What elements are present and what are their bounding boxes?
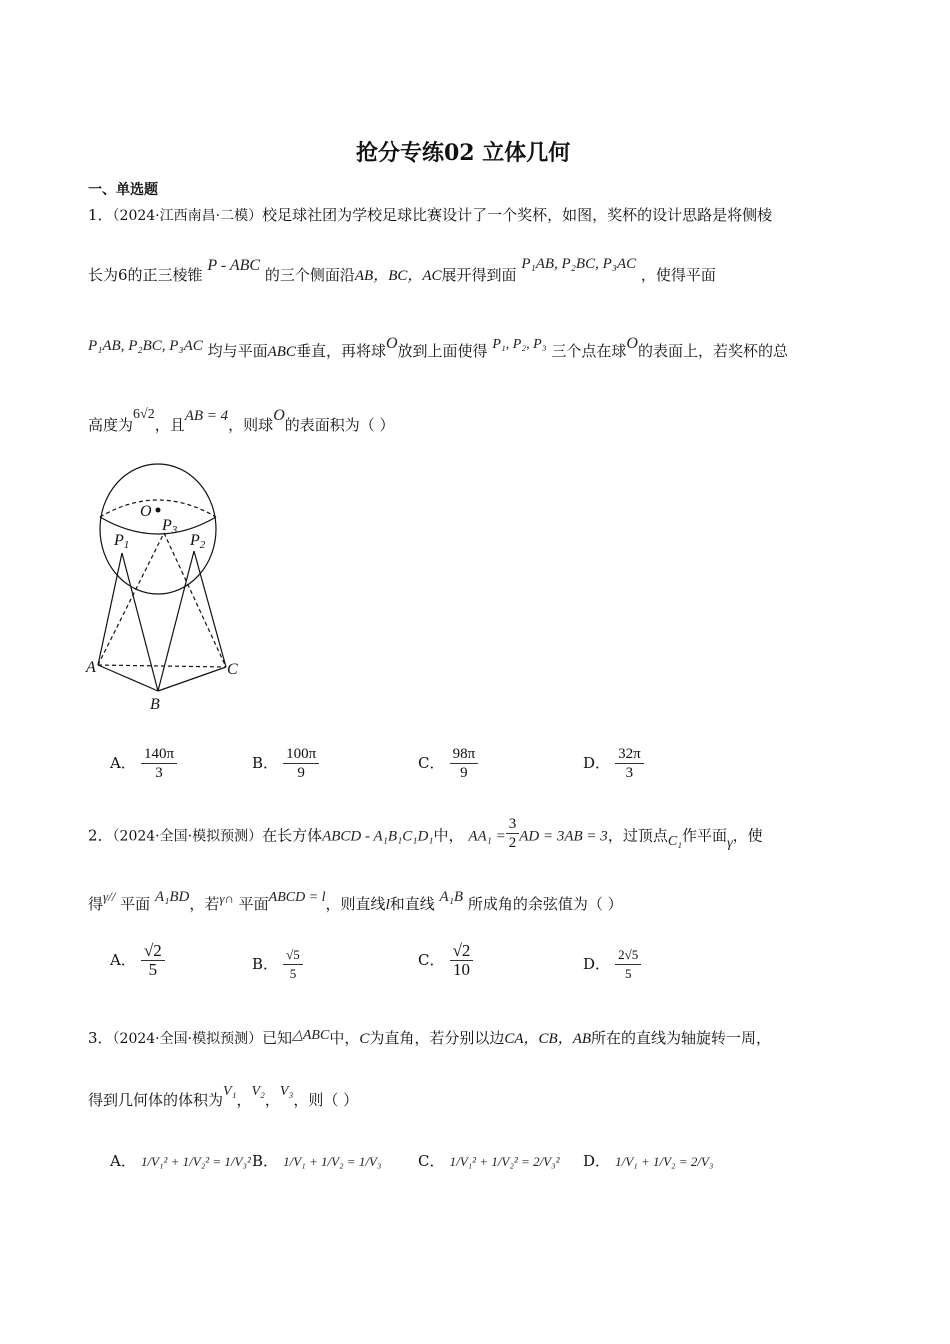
option-fraction	[450, 942, 474, 979]
height-value: 6√2	[133, 407, 155, 422]
q2-option-d[interactable]	[583, 946, 641, 983]
q3-text-2a: 得到几何体的体积为	[88, 1091, 224, 1109]
q3-option-b[interactable]	[252, 1150, 381, 1171]
option-expr: 1/V₁ + 1/V₂ = 2/V₃	[615, 1154, 714, 1169]
option-expr: 1/V₁ + 1/V₂ = 1/V₃	[283, 1154, 382, 1169]
c1-label: C₁	[667, 833, 683, 849]
option-fraction	[283, 946, 303, 983]
q1-text-2d: ，使得平面	[640, 266, 716, 284]
q3-number: 3．	[88, 1029, 113, 1047]
comma-1: ，	[236, 1091, 252, 1109]
eq-frac-den: 2	[508, 835, 517, 851]
frac-num: 98π	[450, 745, 479, 764]
q2-text-1d: 作平面	[682, 826, 728, 845]
label-p1-main: P	[114, 532, 124, 549]
option-label: D．	[583, 955, 611, 973]
sphere-o-3: O	[273, 407, 285, 424]
option-label: C．	[418, 754, 445, 772]
faces-label: P₁AB, P₂BC, P₃AC	[521, 256, 637, 272]
edges-label: AB，BC，AC	[354, 268, 442, 284]
triangle-label: △ABC	[292, 1028, 330, 1043]
plane-abcd: ABCD = l	[268, 890, 326, 905]
q2-text-1c: ，过顶点	[607, 826, 668, 845]
q2-text-2f: 和直线	[389, 895, 435, 913]
q1-option-d[interactable]	[583, 745, 644, 782]
frac-num: 2√5	[615, 946, 641, 965]
q3-line-1	[88, 1027, 771, 1048]
q1-text-3c: 垂直，再将球	[295, 342, 386, 360]
q2-text-2g: 所成角的余弦值为（ ）	[467, 895, 623, 913]
q1-text-3b: 均与平面	[207, 342, 268, 360]
q2-line-2	[88, 889, 623, 914]
q2-text-1a: 在长方体	[262, 826, 323, 845]
label-p1-sub: 1	[123, 539, 130, 551]
eq-fraction	[506, 815, 520, 852]
label-p3-main: P	[162, 517, 172, 534]
label-p2	[189, 532, 206, 551]
q1-text-4a: 高度为	[88, 416, 134, 434]
q2-text-2a: 得	[88, 895, 104, 913]
option-fraction	[283, 745, 319, 782]
q1-option-a[interactable]	[110, 745, 177, 782]
q2-line-1	[88, 818, 763, 855]
label-b: B	[150, 696, 160, 713]
edge-a-b	[98, 665, 158, 691]
q1-option-b[interactable]	[252, 745, 319, 782]
frac-den: 5	[148, 960, 158, 979]
q1-text-3e: 三个点在球	[551, 342, 627, 360]
q3-text-1c: 为直角，若分别以边	[369, 1029, 505, 1047]
q1-line-3	[88, 335, 788, 361]
faces-label-2: P₁AB, P₂BC, P₃AC	[88, 338, 203, 354]
parallel-label: γ//	[103, 889, 116, 904]
q2-option-c[interactable]	[418, 942, 473, 979]
pyramid-label: P - ABC	[207, 257, 261, 274]
q2-source: （2024·全国·模拟预测）	[112, 828, 263, 845]
frac-den: 9	[460, 765, 468, 781]
label-p1	[113, 532, 129, 551]
q2-text-2d: 平面	[238, 895, 269, 913]
ab-value: AB = 4	[184, 408, 229, 424]
q3-line-2	[88, 1084, 359, 1110]
label-a: A	[86, 659, 96, 676]
label-p2-main: P	[190, 532, 200, 549]
q1-text-2a: 长为6的正三棱锥	[88, 266, 203, 284]
v3-label: V₃	[279, 1084, 294, 1099]
label-c: C	[227, 661, 238, 678]
trophy-diagram	[80, 455, 280, 715]
label-o: O	[140, 503, 152, 520]
option-label: B．	[252, 754, 279, 772]
gamma-label: γ	[727, 835, 733, 851]
plane-abc: ABC	[267, 344, 296, 360]
frac-num: 140π	[141, 745, 177, 764]
q1-source: （2024·江西南昌·二模）	[112, 208, 263, 224]
q3-text-1b: 中，	[329, 1029, 360, 1047]
option-label: A．	[110, 951, 136, 969]
frac-num: √2	[141, 942, 165, 961]
plane-a1bd: A₁BD	[154, 889, 190, 905]
option-label: B．	[252, 955, 279, 973]
q1-text-2b: 的三个侧面沿	[264, 266, 355, 284]
v2-label: V₂	[251, 1084, 265, 1099]
frac-den: 5	[289, 966, 297, 981]
box-label: ABCD - A₁B₁C₁D₁	[322, 828, 434, 845]
q1-text-4b: ，且	[154, 416, 185, 434]
option-expr: 1/V₁² + 1/V₂² = 1/V₃²	[140, 1154, 251, 1169]
label-p3	[161, 517, 178, 536]
q1-text-4c: ，则球	[228, 416, 274, 434]
q1-option-c[interactable]	[418, 745, 478, 782]
q2-text-1b: 中，	[433, 826, 464, 845]
frac-den: 9	[297, 765, 305, 781]
option-fraction	[141, 745, 177, 782]
q3-text-2b: ，则（ ）	[293, 1091, 359, 1109]
option-fraction	[615, 946, 641, 983]
q1-line-1	[88, 204, 772, 225]
frac-num: √2	[450, 942, 474, 961]
edge-p1-b	[122, 553, 158, 691]
frac-num: 32π	[615, 745, 644, 764]
sides-label: CA，CB，AB	[504, 1031, 592, 1047]
edge-b-p2	[158, 551, 194, 691]
option-label: C．	[418, 951, 445, 969]
frac-den: 3	[625, 765, 634, 781]
edge-p2-c	[194, 551, 226, 667]
frac-num: 100π	[283, 745, 319, 764]
frac-den: 5	[624, 966, 632, 981]
vertex-c: C	[359, 1031, 370, 1047]
option-label: B．	[252, 1152, 279, 1170]
option-label: D．	[583, 1152, 611, 1170]
v1-label: V₁	[223, 1084, 237, 1099]
q1-text-4d: 的表面积为（ ）	[284, 416, 395, 434]
edge-a-c	[98, 665, 226, 667]
q1-text-2c: 展开得到面	[441, 266, 517, 284]
label-p2-sub: 2	[199, 539, 206, 551]
comma-2: ，	[264, 1091, 280, 1109]
q3-source: （2024·全国·模拟预测）	[112, 1031, 263, 1047]
sphere-o-2: O	[626, 335, 638, 352]
q3-option-d[interactable]	[583, 1150, 713, 1171]
q1-text-3f: 的表面上，若奖杯的总	[637, 342, 788, 360]
option-expr: 1/V₁² + 1/V₂² = 2/V₃²	[449, 1154, 560, 1169]
q2-text-2e: ，则直线	[325, 895, 386, 913]
frac-den: 3	[155, 765, 163, 781]
q2-option-a[interactable]	[110, 942, 165, 979]
label-p3-sub: 3	[171, 524, 178, 536]
edge-a-p1	[98, 553, 122, 665]
frac-den: 10	[453, 960, 470, 979]
section-heading: 一、单选题	[88, 182, 158, 198]
center-dot	[156, 508, 161, 513]
q3-text-1a: 已知	[262, 1029, 293, 1047]
edge-a-p3	[98, 533, 164, 665]
eq-frac-num: 3	[506, 815, 520, 834]
q2-text-2b: 平面	[120, 895, 151, 913]
a1b-label: A₁B	[439, 889, 464, 905]
eq-right: AD = 3AB = 3	[519, 828, 608, 845]
q3-option-a[interactable]	[110, 1150, 251, 1171]
option-label: A．	[110, 1152, 136, 1170]
option-fraction	[615, 745, 644, 782]
line-l: l	[385, 897, 390, 913]
eq-left: AA₁ =	[468, 828, 506, 845]
q1-text-3d: 放到上面使得	[397, 342, 488, 360]
option-label: D．	[583, 754, 611, 772]
q2-number: 2．	[88, 826, 113, 845]
option-label: A．	[110, 754, 136, 772]
sphere-o: O	[385, 335, 398, 352]
q1-text-1: 校足球社团为学校足球比赛设计了一个奖杯，如图，奖杯的设计思路是将侧棱	[262, 206, 773, 224]
option-fraction	[141, 942, 165, 979]
option-label: C．	[418, 1152, 445, 1170]
q2-option-b[interactable]	[252, 946, 303, 983]
q3-option-c[interactable]	[418, 1150, 560, 1171]
edge-b-c	[158, 667, 226, 691]
q1-line-2	[88, 256, 716, 285]
q1-line-4	[88, 407, 395, 435]
q2-text-1e: ，使	[732, 826, 763, 845]
frac-num: √5	[283, 946, 303, 965]
q2-text-2c: ，若	[189, 895, 220, 913]
option-fraction	[450, 745, 479, 782]
page-title: 抢分专练02 立体几何	[356, 140, 571, 166]
points-label: P₁, P₂, P₃	[492, 337, 547, 352]
q3-text-1d: 所在的直线为轴旋转一周，	[591, 1029, 772, 1047]
q1-number: 1．	[88, 206, 113, 224]
intersect-label: γ∩	[219, 891, 234, 906]
